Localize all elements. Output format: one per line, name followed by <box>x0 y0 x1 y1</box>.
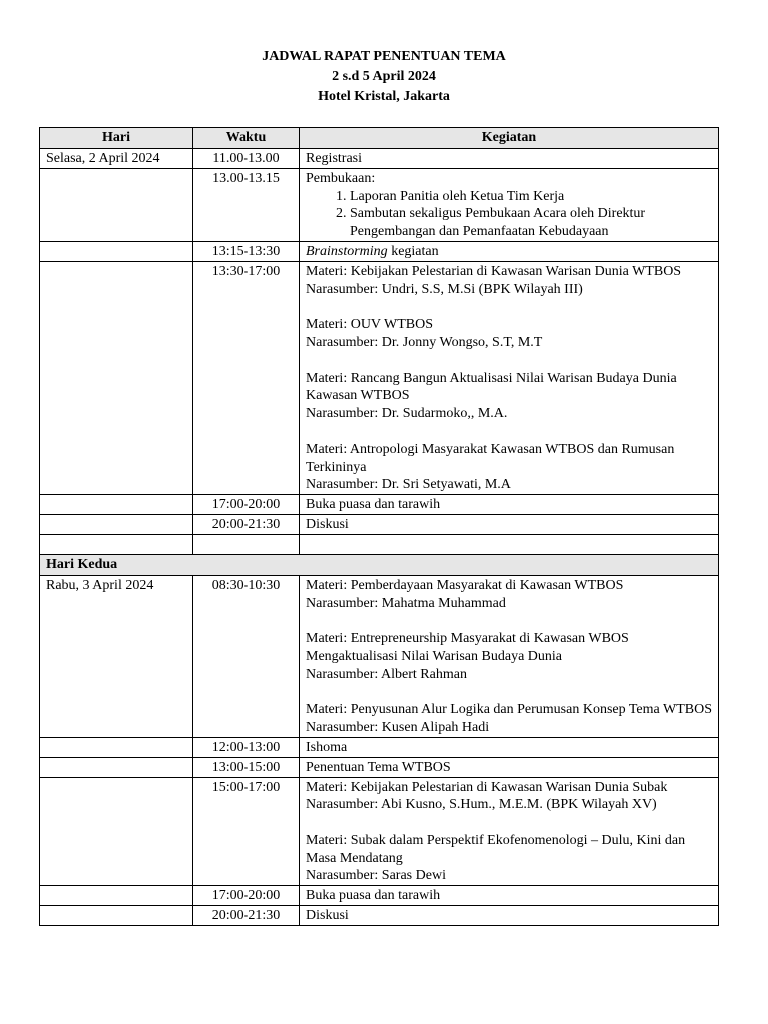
document-title-block <box>0 47 768 107</box>
materi-text: Materi: OUV WTBOS <box>306 317 434 333</box>
opening-intro: Pembukaan: <box>306 170 376 186</box>
time-cell: 13.00-13.15 <box>193 168 300 241</box>
materi-text: Materi: Kebijakan Pelestarian di Kawasan Warisan Dunia Subak <box>306 779 668 795</box>
table-row <box>40 168 719 241</box>
time-cell: 20:00-21:30 <box>193 906 300 926</box>
table-row <box>40 575 719 737</box>
materi-text: Materi: Pemberdayaan Masyarakat di Kawasan WTBOS <box>306 577 624 593</box>
hari-empty-cell <box>40 534 193 554</box>
hari-empty-cell <box>40 241 193 261</box>
header-hari: Hari <box>40 128 193 149</box>
document-title: JADWAL RAPAT PENENTUAN TEMA <box>262 49 506 64</box>
table-header-row <box>40 128 719 149</box>
schedule-table <box>39 127 719 926</box>
activity-cell: Buka puasa dan tarawih <box>300 495 719 515</box>
time-cell: 08:30-10:30 <box>193 575 300 737</box>
materi-text: Materi: Subak dalam Perspektif Ekofenomenologi – Dulu, Kini dan Masa Mendatang <box>306 832 686 866</box>
narasumber-text: Narasumber: Mahatma Muhammad <box>306 595 506 611</box>
table-row <box>40 737 719 757</box>
table-row <box>40 906 719 926</box>
table-row-empty <box>40 534 719 554</box>
table-row <box>40 241 719 261</box>
narasumber-text: Narasumber: Dr. Sri Setyawati, M.A <box>306 477 511 493</box>
narasumber-text: Narasumber: Albert Rahman <box>306 666 467 682</box>
activity-cell <box>300 261 719 494</box>
activity-cell: Buka puasa dan tarawih <box>300 886 719 906</box>
list-item: 2. Sambutan sekaligus Pembukaan Acara oleh Direktur Pengembangan dan Pemanfaatan Kebudayaan <box>350 205 712 241</box>
hari-empty-cell <box>40 737 193 757</box>
table-row <box>40 514 719 534</box>
brainstorming-text: Brainstorming <box>306 243 388 259</box>
document-dates: 2 s.d 5 April 2024 <box>332 69 436 84</box>
narasumber-text: Narasumber: Dr. Sudarmoko,, M.A. <box>306 406 508 422</box>
narasumber-text: Narasumber: Abi Kusno, S.Hum., M.E.M. (BPK Wilayah XV) <box>306 797 657 813</box>
materi-text: Materi: Entrepreneurship Masyarakat di Kawasan WBOS Mengaktualisasi Nilai Warisan Budaya Dunia <box>306 631 629 664</box>
time-cell: 17:00-20:00 <box>193 495 300 515</box>
table-row <box>40 777 719 886</box>
section-title: Hari Kedua <box>40 554 719 575</box>
table-row <box>40 149 719 169</box>
activity-cell: Diskusi <box>300 906 719 926</box>
time-cell: 11.00-13.00 <box>193 149 300 169</box>
activity-cell <box>300 241 719 261</box>
hari-empty-cell <box>40 514 193 534</box>
time-cell: 13:15-13:30 <box>193 241 300 261</box>
materi-text: Materi: Rancang Bangun Aktualisasi Nilai Warisan Budaya Dunia Kawasan WTBOS <box>306 370 677 404</box>
activity-cell <box>300 575 719 737</box>
table-row <box>40 261 719 494</box>
narasumber-text: Narasumber: Dr. Jonny Wongso, S.T, M.T <box>306 334 543 350</box>
header-waktu: Waktu <box>193 128 300 149</box>
narasumber-text: Narasumber: Kusen Alipah Hadi <box>306 720 490 736</box>
hari-empty-cell <box>40 261 193 494</box>
table-row <box>40 495 719 515</box>
activity-cell <box>300 777 719 886</box>
hari-empty-cell <box>40 886 193 906</box>
time-cell-empty <box>193 534 300 554</box>
day2-date: Rabu, 3 April 2024 <box>40 575 193 737</box>
header-kegiatan: Kegiatan <box>300 128 719 149</box>
activity-cell: Ishoma <box>300 737 719 757</box>
table-row <box>40 757 719 777</box>
activity-cell: Registrasi <box>300 149 719 169</box>
table-row <box>40 886 719 906</box>
time-cell: 13:30-17:00 <box>193 261 300 494</box>
materi-text: Materi: Kebijakan Pelestarian di Kawasan Warisan Dunia WTBOS <box>306 263 682 279</box>
hari-empty-cell <box>40 168 193 241</box>
hari-empty-cell <box>40 495 193 515</box>
time-cell: 15:00-17:00 <box>193 777 300 886</box>
hari-empty-cell <box>40 757 193 777</box>
activity-cell-empty <box>300 534 719 554</box>
list-item: 1. Laporan Panitia oleh Ketua Tim Kerja <box>350 188 712 206</box>
time-cell: 17:00-20:00 <box>193 886 300 906</box>
activity-cell: Diskusi <box>300 514 719 534</box>
time-cell: 12:00-13:00 <box>193 737 300 757</box>
hari-empty-cell <box>40 906 193 926</box>
time-cell: 13:00-15:00 <box>193 757 300 777</box>
materi-text: Materi: Penyusunan Alur Logika dan Perumusan Konsep Tema WTBOS <box>306 702 712 718</box>
hari-empty-cell <box>40 777 193 886</box>
section-row <box>40 554 719 575</box>
day1-date: Selasa, 2 April 2024 <box>40 149 193 169</box>
materi-text: Materi: Antropologi Masyarakat Kawasan WTBOS dan Rumusan Terkininya <box>306 441 675 475</box>
activity-cell: Penentuan Tema WTBOS <box>300 757 719 777</box>
opening-list <box>306 188 712 241</box>
activity-cell <box>300 168 719 241</box>
document-venue: Hotel Kristal, Jakarta <box>318 89 450 104</box>
narasumber-text: Narasumber: Saras Dewi <box>306 868 446 884</box>
narasumber-text: Narasumber: Undri, S.S, M.Si (BPK Wilayah III) <box>306 281 583 297</box>
time-cell: 20:00-21:30 <box>193 514 300 534</box>
activity-suffix: kegiatan <box>387 243 439 259</box>
